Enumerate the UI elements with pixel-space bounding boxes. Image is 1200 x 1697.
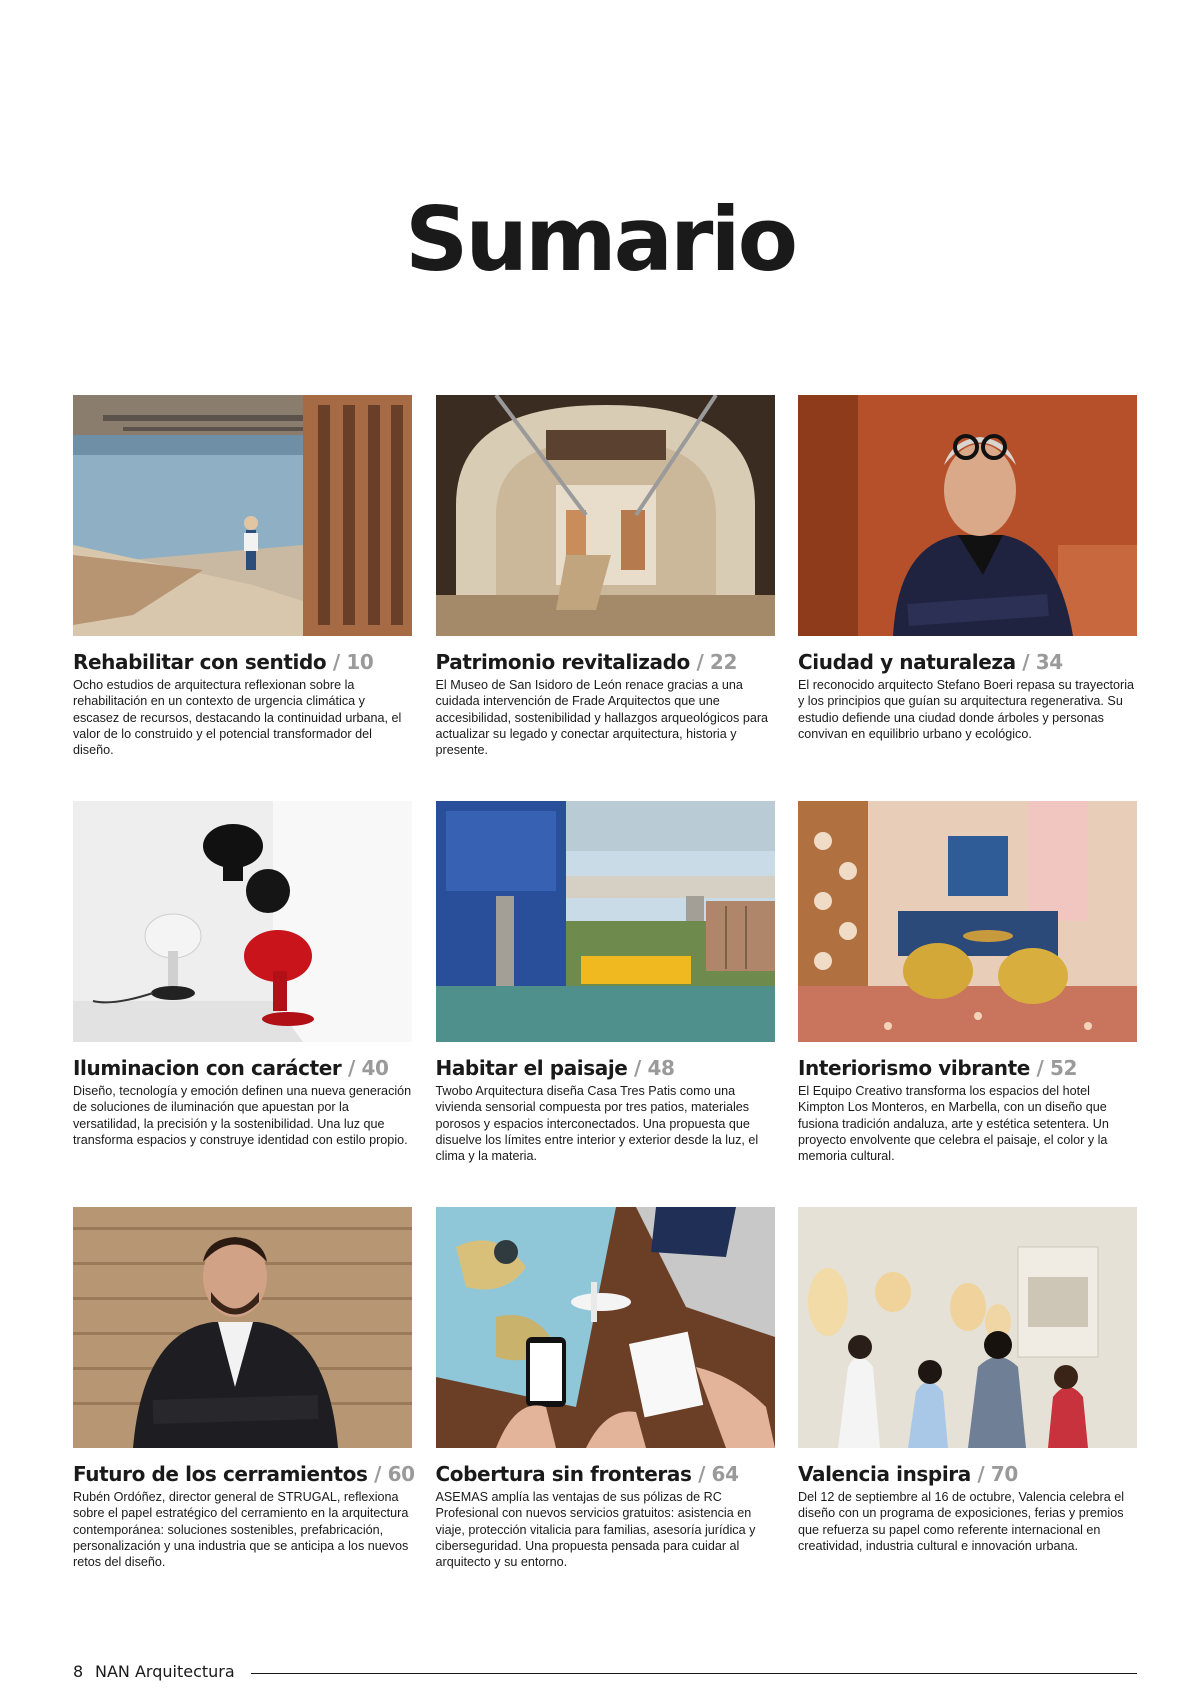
article-card[interactable] [436, 395, 775, 787]
title-separator: / [696, 650, 704, 674]
article-page-number: 60 [387, 1462, 415, 1486]
article-summary: Diseño, tecnología y emoción definen una nueva generación de soluciones de iluminación que apuestan por la versatilidad, la precisión y la sostenibilidad. Una luz que transforma espacios y construye identidad con estilo propio. [73, 1084, 412, 1147]
article-photo-hotel-lounge[interactable] [798, 801, 1137, 1042]
article-summary: El reconocido arquitecto Stefano Boeri repasa su trayectoria y los principios que guían su arquitectura regenerativa. Su estudio defiende una ciudad donde árboles y personas convivan en equilibrio urbano y ecológico. [798, 678, 1135, 741]
title-separator: / [1036, 1056, 1044, 1080]
article-summary: Rubén Ordóñez, director general de STRUGAL, reflexiona sobre el papel estratégico del cerramiento en la arquitectura contemporánea: soluciones sostenibles, prefabricación, personalización y una industria que se anticipa a los nuevos retos del diseño. [73, 1490, 409, 1570]
article-card[interactable] [798, 395, 1137, 787]
article-page-number: 22 [709, 650, 737, 674]
article-photo-office-corridor[interactable] [73, 395, 412, 636]
article-photo-architect-portrait[interactable] [798, 395, 1137, 636]
article-title: Iluminacion con carácter / 40 [73, 1056, 389, 1080]
article-summary: Ocho estudios de arquitectura reflexionan sobre la rehabilitación en un contexto de urgencia climática y escasez de recursos, destacando la continuidad urbana, el valor de lo construido y el potencial transformador del diseño. [73, 678, 402, 758]
title-separator: / [347, 1056, 355, 1080]
article-title: Habitar el paisaje / 48 [435, 1056, 675, 1080]
footer-divider [251, 1673, 1137, 1674]
article-page-number: 40 [361, 1056, 389, 1080]
article-summary: El Equipo Creativo transforma los espacios del hotel Kimpton Los Monteros, en Marbella, con un diseño que fusiona tradición andaluza, arte y estética setentera. Un proyecto envolvente que celebra el paisaje, el color y la memoria cultural. [798, 1084, 1109, 1164]
contents-grid [73, 395, 1137, 1599]
page-footer [73, 1662, 1137, 1686]
article-card[interactable] [436, 801, 775, 1193]
article-photo-lamps[interactable] [73, 801, 412, 1042]
article-title: Cobertura sin fronteras / 64 [435, 1462, 739, 1486]
article-page-number: 64 [711, 1462, 739, 1486]
article-page-number: 10 [346, 650, 374, 674]
article-summary: Del 12 de septiembre al 16 de octubre, Valencia celebra el diseño con un programa de exposiciones, ferias y premios que refuerza su papel como referente internacional en creatividad, industria cultural e innovación urbana. [798, 1490, 1125, 1553]
article-title: Patrimonio revitalizado / 22 [435, 650, 737, 674]
title-separator: / [1022, 650, 1030, 674]
article-card[interactable] [798, 801, 1137, 1193]
article-title: Valencia inspira / 70 [798, 1462, 1018, 1486]
article-photo-executive-portrait[interactable] [73, 1207, 412, 1448]
article-page-number: 70 [990, 1462, 1018, 1486]
article-page-number: 34 [1035, 650, 1063, 674]
article-summary: ASEMAS amplía las ventajas de sus pólizas de RC Profesional con nuevos servicios gratuitos: asistencia en viaje, protección vitalicia para familias, asesoría jurídica y ciberseguridad. Una propuesta pensada para cuidar al arquitecto y su entorno. [435, 1490, 756, 1570]
article-title: Ciudad y naturaleza / 34 [798, 650, 1063, 674]
article-title: Futuro de los cerramientos / 60 [73, 1462, 415, 1486]
article-card[interactable] [436, 1207, 775, 1599]
article-card[interactable] [73, 395, 412, 787]
title-separator: / [332, 650, 340, 674]
article-card[interactable] [73, 1207, 415, 1599]
article-photo-travel-desk[interactable] [436, 1207, 775, 1448]
article-photo-design-exhibition[interactable] [798, 1207, 1137, 1448]
article-title: Interiorismo vibrante / 52 [798, 1056, 1078, 1080]
article-page-number: 52 [1050, 1056, 1078, 1080]
title-separator: / [698, 1462, 705, 1486]
page-title: Sumario [404, 188, 796, 291]
footer-page-number: 8 [73, 1662, 84, 1681]
footer-publication-name: NAN Arquitectura [95, 1662, 235, 1681]
title-separator: / [977, 1462, 985, 1486]
article-photo-house-patio[interactable] [436, 801, 775, 1042]
article-summary: Twobo Arquitectura diseña Casa Tres Patis como una vivienda sensorial compuesta por tres patios, materiales porosos y espacios interconectados. Una propuesta que disuelve los límites entre interior y exterior desde la luz, el clima y la materia. [435, 1084, 759, 1164]
article-summary: El Museo de San Isidoro de León renace gracias a una cuidada intervención de Frade Arquitectos que une accesibilidad, sostenibilidad y hallazgos arqueológicos para actualizar su legado y conectar arquitectura, historia y presente. [435, 678, 769, 758]
article-photo-museum-arch[interactable] [436, 395, 775, 636]
article-page-number: 48 [647, 1056, 675, 1080]
article-card[interactable] [73, 801, 412, 1193]
title-separator: / [374, 1462, 382, 1486]
article-title: Rehabilitar con sentido / 10 [73, 650, 374, 674]
article-card[interactable] [798, 1207, 1137, 1599]
title-separator: / [634, 1056, 641, 1080]
